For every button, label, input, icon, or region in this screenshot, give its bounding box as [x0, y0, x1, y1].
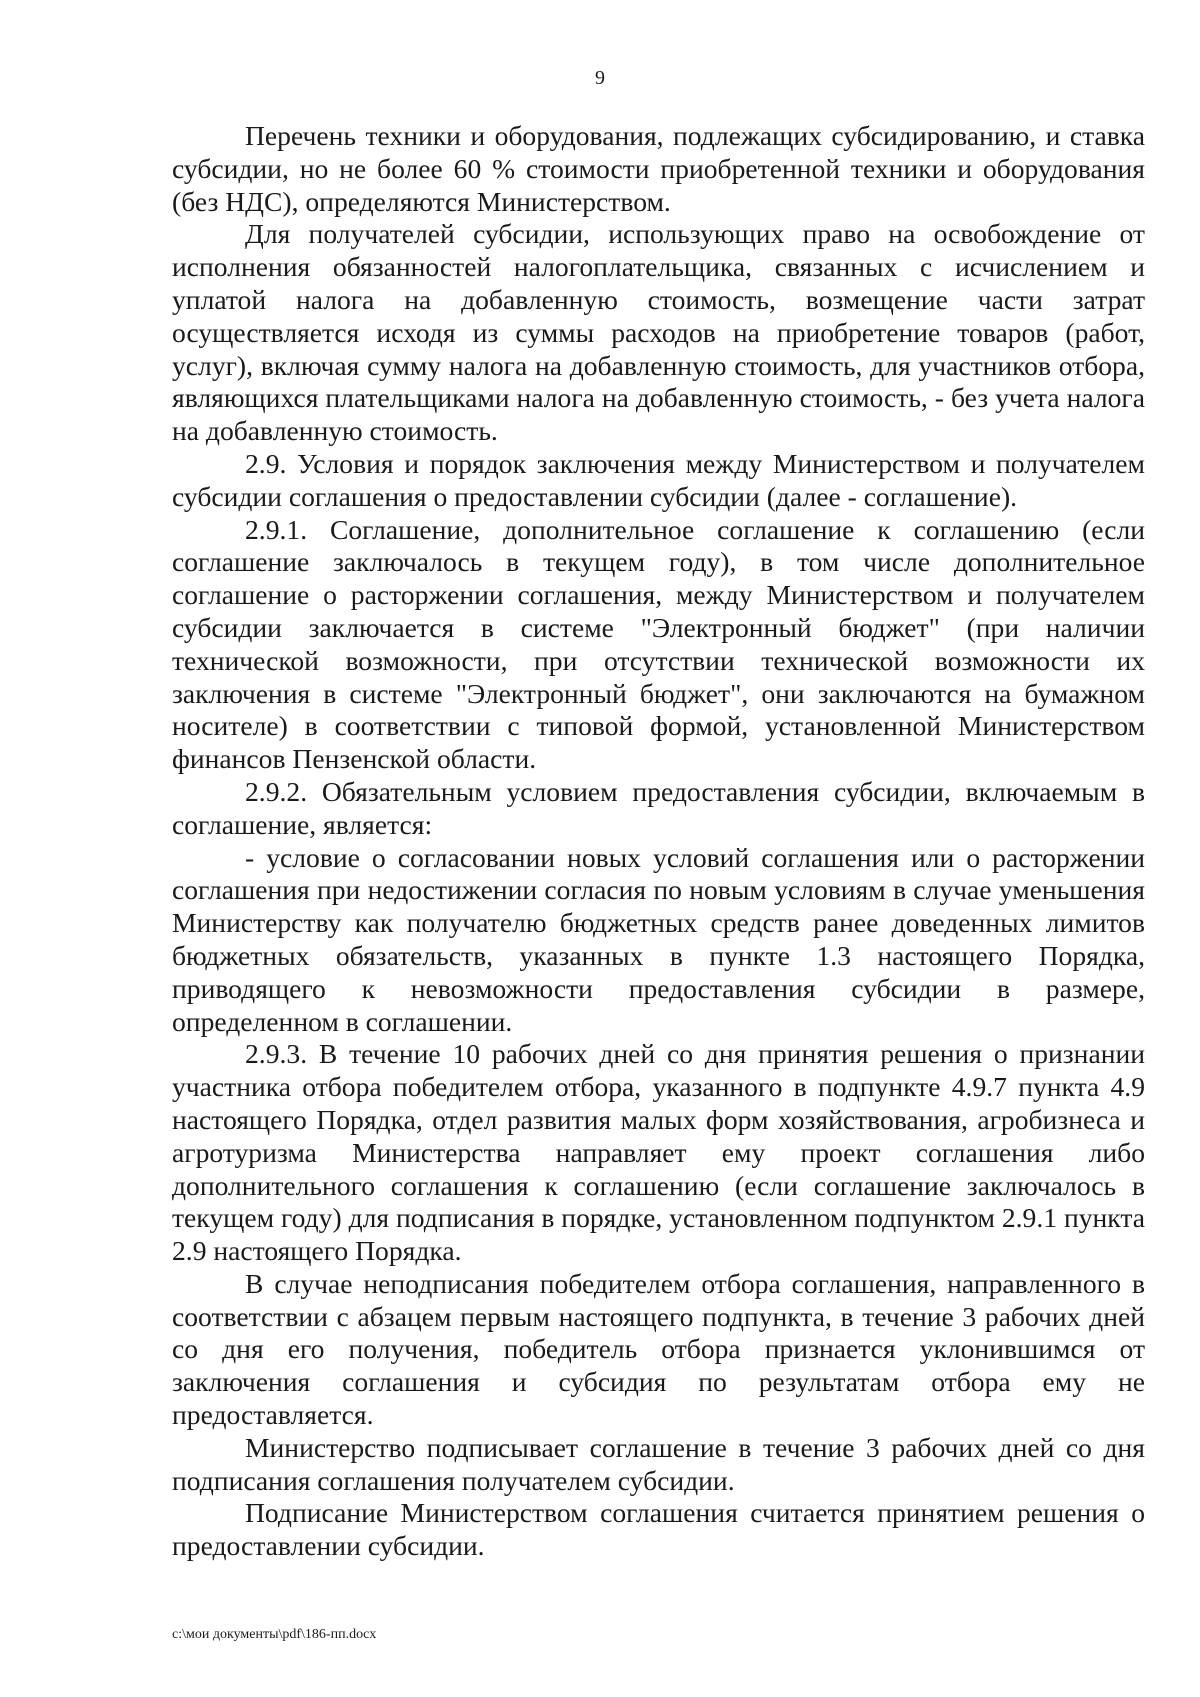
paragraph: Для получателей субсидии, использующих право на освобождение от исполнения обязанностей налогоплательщика, связанных с исчислением и уплатой налога на добавленную стоимость, возмещение части затрат осуществляется исходя из суммы расходов на приобретение товаров (работ, услуг), включая сумму налога на добавленную стоимость, для участников отбора, являющихся плательщиками налога на добавленную стоимость, - без учета налога на добавленную стоимость. [172, 218, 1145, 447]
paragraph: 2.9.3. В течение 10 рабочих дней со дня принятия решения о признании участника отбора победителем отбора, указанного в подпункте 4.9.7 пункта 4.9 настоящего Порядка, отдел развития малых форм хозяйствования, агробизнеса и агротуризма Министерства направляет ему проект соглашения либо дополнительного соглашения к соглашению (если соглашение заключалось в текущем году) для подписания в порядке, установленном подпунктом 2.9.1 пункта 2.9 настоящего Порядка. [172, 1038, 1145, 1267]
paragraph: 2.9.1. Соглашение, дополнительное соглашение к соглашению (если соглашение заключалось в текущем году), в том числе дополнительное соглашение о расторжении соглашения, между Министерством и получателем субсидии заключается в системе "Электронный бюджет" (при наличии технической возможности, при отсутствии технической возможности их заключения в системе "Электронный бюджет", они заключаются на бумажном носителе) в соответствии с типовой формой, установленной Министерством финансов Пензенской области. [172, 513, 1145, 775]
paragraph: 2.9.2. Обязательным условием предоставления субсидии, включаемым в соглашение, является: [172, 775, 1145, 840]
paragraph: Министерство подписывает соглашение в течение 3 рабочих дней со дня подписания соглашения получателем субсидии. [172, 1431, 1145, 1496]
paragraph: Перечень техники и оборудования, подлежащих субсидированию, и ставка субсидии, но не более 60 % стоимости приобретенной техники и оборудования (без НДС), определяются Министерством. [172, 120, 1145, 217]
footer-file-path: c:\мои документы\pdf\186-пп.docx [172, 1627, 377, 1642]
document-body [172, 120, 1145, 1563]
paragraph: - условие о согласовании новых условий соглашения или о расторжении соглашения при недостижении согласия по новым условиям в случае уменьшения Министерству как получателю бюджетных средств ранее доведенных лимитов бюджетных обязательств, указанных в пункте 1.3 настоящего Порядка, приводящего к невозможности предоставления субсидии в размере, определенном в соглашении. [172, 841, 1145, 1037]
paragraph: Подписание Министерством соглашения считается принятием решения о предоставлении субсидии. [172, 1497, 1145, 1562]
page-number: 9 [595, 67, 605, 89]
paragraph: 2.9. Условия и порядок заключения между Министерством и получателем субсидии соглашения о предоставлении субсидии (далее - соглашение). [172, 447, 1145, 512]
paragraph: В случае неподписания победителем отбора соглашения, направленного в соответствии с абзацем первым настоящего подпункта, в течение 3 рабочих дней со дня его получения, победитель отбора признается уклонившимся от заключения соглашения и субсидия по результатам отбора ему не предоставляется. [172, 1267, 1145, 1431]
